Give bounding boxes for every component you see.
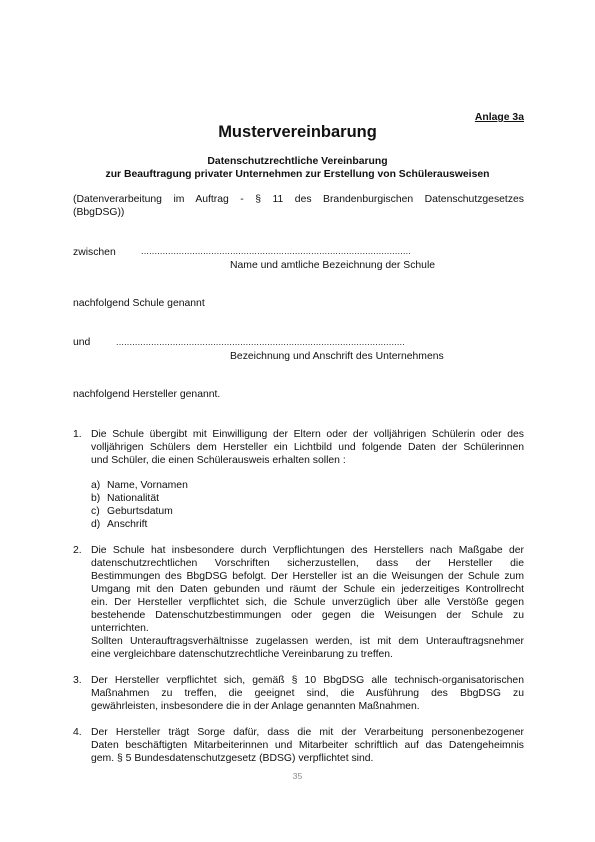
item-number: 4. — [73, 727, 82, 738]
item-line: Der Hersteller trägt Sorge dafür, dass die mit der Verarbeitung personenbezogener — [91, 727, 524, 738]
annex-label: Anlage 3a — [474, 112, 524, 123]
party2-caption: Bezeichnung und Anschrift des Unternehmens — [230, 351, 444, 362]
item-line: unterrichten. — [91, 623, 149, 634]
item-line: Maßnahmen zu treffen, die geeignet sind, die Ausführung des BbgDSG zu — [91, 688, 524, 699]
subtitle-line-2: zur Beauftragung privater Unternehmen zur Erstellung von Schülerausweisen — [105, 169, 490, 180]
subitem-text: Geburtsdatum — [107, 506, 173, 517]
item-number: 2. — [73, 545, 82, 556]
subitem-text: Anschrift — [107, 519, 148, 530]
party1-label: zwischen — [73, 247, 116, 258]
document-title: Mustervereinbarung — [218, 123, 377, 141]
subitem-letter: b) — [91, 493, 101, 504]
legal-basis-line-2: (BbgDSG)) — [73, 207, 125, 218]
item-number: 3. — [73, 675, 82, 686]
party2-followup: nachfolgend Hersteller genannt. — [73, 389, 221, 400]
page-number: 35 — [292, 771, 303, 781]
item-line: Die Schule hat insbesondere durch Verpflichtungen des Herstellers nach Maßgabe der — [91, 545, 524, 556]
subtitle-line-1: Datenschutzrechtliche Vereinbarung — [207, 156, 388, 167]
item-line: Sollten Unterauftragsverhältnisse zugelassen werden, ist mit dem Unterauftragsnehmer — [91, 636, 524, 647]
item-line: und Schüler, die einen Schülerausweis erhalten sollen : — [91, 455, 346, 466]
item-line: gewährleisten, insbesondere die in der Anlage genannten Maßnahmen. — [91, 701, 420, 712]
subitem-text: Name, Vornamen — [107, 480, 188, 491]
party1-caption: Name und amtliche Bezeichnung der Schule — [230, 260, 436, 271]
item-line: datenschutzrechtlichen Vorschriften sicherzustellen, dass der Hersteller die — [91, 558, 524, 569]
item-line: gem. § 5 Bundesdatenschutzgesetz (BDSG) verpflichtet sind. — [91, 753, 374, 764]
item-line: Bestimmungen des BbgDSG befolgt. Der Hersteller ist an die Weisungen der Schule zum — [91, 571, 524, 582]
item-line: Umgang mit den Daten gebunden und räumt der Schule ein jederzeitiges Kontrollrecht — [91, 584, 524, 595]
party2-signature-line: ........................................................................................................... — [116, 337, 405, 347]
subitem-letter: a) — [91, 480, 101, 491]
item-line: Die Schule übergibt mit Einwilligung der Eltern oder der volljährigen Schülerin oder des — [91, 429, 524, 440]
legal-basis-line-1: (Datenverarbeitung im Auftrag - § 11 des Brandenburgischen Datenschutzgesetzes — [73, 194, 524, 205]
party1-signature-line: .................................................................................................... — [141, 246, 412, 256]
party2-label: und — [73, 337, 91, 348]
item-line: ein. Der Hersteller verpflichtet sich, die Schule unverzüglich über alle Verstöße gegen — [91, 597, 524, 608]
item-line: volljährigen Schülers dem Hersteller ein Lichtbild und folgende Daten der Schülerinnen — [91, 442, 524, 453]
subitem-letter: c) — [91, 506, 100, 517]
item-line: eine vergleichbare datenschutzrechtliche Vereinbarung zu treffen. — [91, 649, 393, 660]
item-line: Der Hersteller verpflichtet sich, gemäß § 10 BbgDSG alle technisch-organisatorischen — [91, 675, 524, 686]
item-line: bestehende Datenschutzbestimmungen oder gegen die Weisungen der Schule zu — [91, 610, 524, 621]
party1-followup: nachfolgend Schule genannt — [73, 298, 205, 309]
item-line: Daten beschäftigten Mitarbeiterinnen und Mitarbeiter schriftlich auf das Datengeheimnis — [91, 740, 524, 751]
subitem-text: Nationalität — [107, 493, 159, 504]
item-number: 1. — [73, 429, 82, 440]
subitem-letter: d) — [91, 519, 101, 530]
